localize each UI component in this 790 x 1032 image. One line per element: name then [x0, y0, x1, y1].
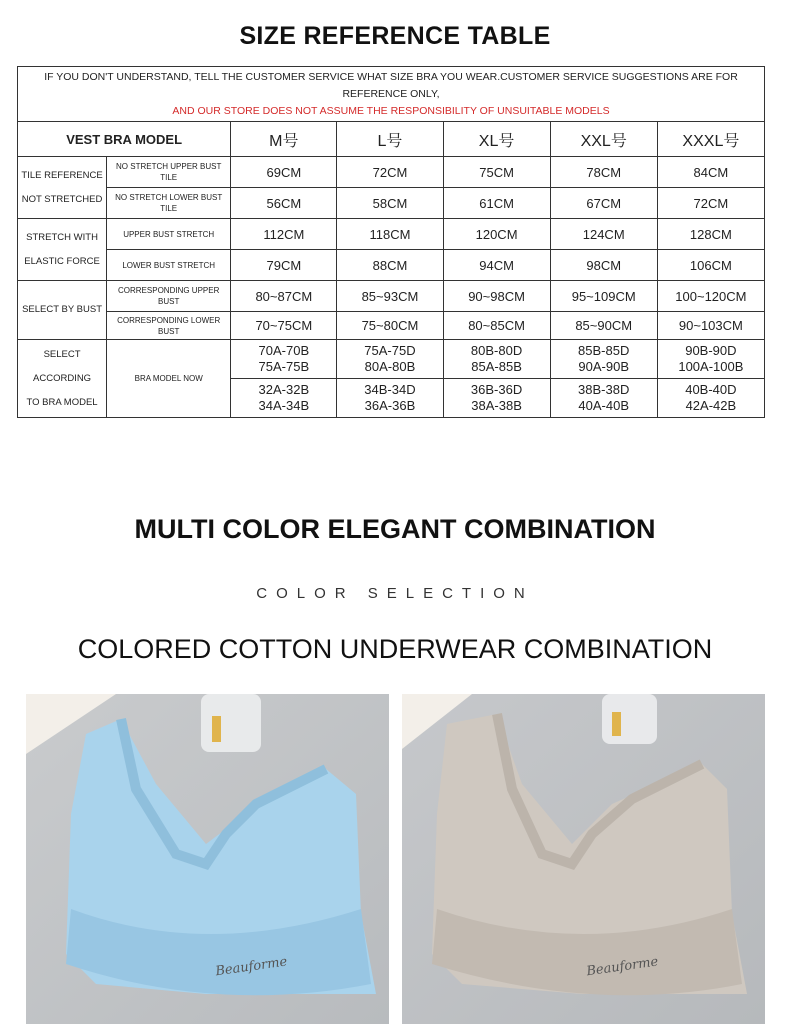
- header-size: L号: [337, 122, 443, 157]
- table-row: [18, 312, 765, 340]
- table-cell: 56CM: [231, 188, 337, 219]
- perfume-bottle: [201, 694, 261, 752]
- table-cell: 106CM: [657, 250, 764, 281]
- cell-line: 38A-38B: [471, 398, 522, 413]
- header-size: XXL号: [550, 122, 657, 157]
- cell-line: 80B-80D: [470, 343, 523, 358]
- group-label-line: TILE REFERENCE: [21, 169, 103, 181]
- group-label-line: TO BRA MODEL: [26, 396, 98, 408]
- table-row: [18, 250, 765, 281]
- table-cell: 58CM: [337, 188, 443, 219]
- table-cell: [657, 340, 764, 379]
- cell-line: 90B-90D: [685, 343, 737, 358]
- section-subheading: COLORED COTTON UNDERWEAR COMBINATION: [77, 634, 713, 664]
- product-photo-grey[interactable]: [402, 694, 765, 1024]
- table-cell: 75~80CM: [337, 312, 443, 340]
- table-cell: 85~90CM: [550, 312, 657, 340]
- brand-embroidery: Beauforme: [214, 954, 289, 980]
- cell-line: 75A-75B: [258, 359, 310, 374]
- table-cell: [443, 379, 550, 418]
- group-label-line: SELECT ACCORDING: [33, 348, 92, 384]
- table-row: [18, 188, 765, 219]
- cell-line: 34A-34B: [258, 398, 310, 413]
- table-cell: [231, 340, 337, 379]
- table-cell: 80~87CM: [231, 281, 337, 312]
- table-row: [18, 157, 765, 188]
- table-cell: 95~109CM: [550, 281, 657, 312]
- table-cell: 94CM: [443, 250, 550, 281]
- row-label: BRA MODEL NOW: [107, 340, 231, 418]
- group-label-line: ELASTIC FORCE: [24, 255, 100, 267]
- table-cell: 124CM: [550, 219, 657, 250]
- table-cell: 85~93CM: [337, 281, 443, 312]
- cell-line: 85A-85B: [471, 359, 522, 374]
- product-photo-blue[interactable]: [26, 694, 389, 1024]
- cell-line: 36B-36D: [470, 382, 523, 397]
- cell-line: 70A-70B: [258, 343, 310, 358]
- table-cell: 70~75CM: [231, 312, 337, 340]
- group-label-model: [18, 340, 107, 418]
- row-label: NO STRETCH LOWER BUST TILE: [107, 188, 231, 219]
- table-cell: [231, 379, 337, 418]
- table-row: [18, 281, 765, 312]
- table-cell: 78CM: [550, 157, 657, 188]
- row-label: UPPER BUST STRETCH: [107, 219, 231, 250]
- cell-line: 40B-40D: [685, 382, 737, 397]
- table-cell: [550, 340, 657, 379]
- group-label-line: NOT STRETCHED: [21, 193, 103, 205]
- table-cell: 90~103CM: [657, 312, 764, 340]
- header-size: XXXL号: [657, 122, 764, 157]
- section-heading: MULTI COLOR ELEGANT COMBINATION: [134, 514, 656, 544]
- table-cell: [550, 379, 657, 418]
- bra-illustration: [26, 694, 389, 1024]
- bra-illustration: [402, 694, 765, 1024]
- table-cell: 67CM: [550, 188, 657, 219]
- table-cell: 80~85CM: [443, 312, 550, 340]
- table-cell: 61CM: [443, 188, 550, 219]
- group-label-line: STRETCH WITH: [26, 231, 98, 243]
- group-label-stretch: [18, 219, 107, 281]
- bottle-cap: [212, 716, 221, 742]
- perfume-bottle: [602, 694, 657, 744]
- table-cell: 120CM: [443, 219, 550, 250]
- color-selection-label: COLOR SELECTION: [256, 585, 534, 602]
- notice-line-2: AND OUR STORE DOES NOT ASSUME THE RESPONSIBILITY OF UNSUITABLE MODELS: [172, 104, 610, 117]
- cell-line: 90A-90B: [578, 359, 629, 374]
- cell-line: 32A-32B: [258, 382, 310, 397]
- row-label: CORRESPONDING LOWER BUST: [107, 312, 231, 340]
- group-label-tile: [18, 157, 107, 219]
- table-cell: 118CM: [337, 219, 443, 250]
- row-label: LOWER BUST STRETCH: [107, 250, 231, 281]
- cell-line: 75A-75D: [364, 343, 416, 358]
- size-reference-table: [17, 66, 765, 418]
- cell-line: 40A-40B: [578, 398, 629, 413]
- table-cell: 79CM: [231, 250, 337, 281]
- header-size: M号: [231, 122, 337, 157]
- cell-line: 85B-85D: [578, 343, 630, 358]
- cell-line: 36A-36B: [364, 398, 416, 413]
- bottle-cap: [612, 712, 621, 736]
- table-cell: 100~120CM: [657, 281, 764, 312]
- cell-line: 100A-100B: [678, 359, 744, 374]
- table-cell: 72CM: [657, 188, 764, 219]
- group-label-bust: SELECT BY BUST: [18, 281, 107, 340]
- table-cell: 90~98CM: [443, 281, 550, 312]
- cell-line: 38B-38D: [578, 382, 630, 397]
- size-table-title: SIZE REFERENCE TABLE: [239, 22, 551, 50]
- table-cell: 84CM: [657, 157, 764, 188]
- cell-line: 80A-80B: [364, 359, 416, 374]
- table-cell: 75CM: [443, 157, 550, 188]
- cell-line: 42A-42B: [685, 398, 737, 413]
- table-cell: [657, 379, 764, 418]
- header-row: [18, 122, 765, 157]
- header-model: VEST BRA MODEL: [18, 122, 231, 157]
- table-cell: 112CM: [231, 219, 337, 250]
- table-row: [18, 219, 765, 250]
- cell-line: 34B-34D: [364, 382, 416, 397]
- row-label: NO STRETCH UPPER BUST TILE: [107, 157, 231, 188]
- brand-embroidery: Beauforme: [585, 954, 660, 980]
- notice-cell: [18, 67, 765, 122]
- row-label: CORRESPONDING UPPER BUST: [107, 281, 231, 312]
- table-cell: 128CM: [657, 219, 764, 250]
- table-cell: 98CM: [550, 250, 657, 281]
- header-size: XL号: [443, 122, 550, 157]
- table-cell: [443, 340, 550, 379]
- table-cell: 72CM: [337, 157, 443, 188]
- table-cell: [337, 340, 443, 379]
- table-cell: 88CM: [337, 250, 443, 281]
- table-cell: 69CM: [231, 157, 337, 188]
- table-row: [18, 340, 765, 379]
- notice-line-1: IF YOU DON'T UNDERSTAND, TELL THE CUSTOMER SERVICE WHAT SIZE BRA YOU WEAR.CUSTOMER SERVICE SUGGESTIONS ARE FOR REFERENCE ONLY,: [44, 70, 738, 100]
- table-cell: [337, 379, 443, 418]
